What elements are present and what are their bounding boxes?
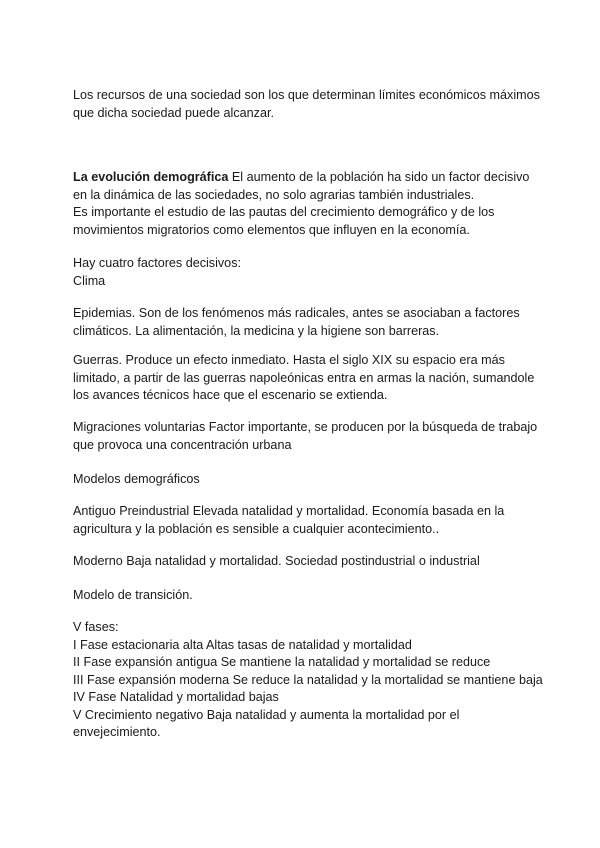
text-line: en la dinámica de las sociedades, no solo agrarias también industriales. (73, 187, 475, 202)
text-line: Los recursos de una sociedad son los que determinan límites económicos máximos (73, 88, 540, 102)
text-line: limitado, a partir de las guerras napoleónicas entra en armas la nación, sumandole (73, 370, 535, 385)
text-line: Hay cuatro factores decisivos: (73, 256, 241, 270)
list-item: III Fase expansión moderna Se reduce la natalidad y la mortalidad se mantiene baja (73, 672, 543, 687)
text-line: El aumento de la población ha sido un factor decisivo (228, 170, 530, 184)
text-line: Moderno Baja natalidad y mortalidad. Sociedad postindustrial o industrial (73, 554, 480, 568)
list-item: envejecimiento. (73, 725, 161, 739)
factores-paragraph (73, 255, 533, 290)
text-line: Migraciones voluntarias Factor importante, se producen por la búsqueda de trabajo (73, 420, 538, 434)
text-line: Modelos demográficos (73, 472, 200, 486)
list-item: II Fase expansión antigua Se mantiene la natalidad y mortalidad se reduce (73, 655, 491, 669)
epidemias-paragraph (73, 305, 533, 340)
intro-paragraph (73, 87, 540, 122)
text-line: Antiguo Preindustrial Elevada natalidad y mortalidad. Economía basada en la (73, 504, 505, 518)
transicion-paragraph (73, 587, 533, 605)
text-line: Guerras. Produce un efecto inmediato. Hasta el siglo XIX su espacio era más (73, 353, 505, 367)
text-line: movimientos migratorios como elementos que influyen en la economía. (73, 222, 470, 237)
text-line: los avances técnicos hace que el escenario se extienda. (73, 388, 388, 402)
list-item: V Crecimiento negativo Baja natalidad y aumenta la mortalidad por el (73, 707, 460, 722)
fases-list (73, 619, 543, 742)
text-line: climáticos. La alimentación, la medicina y la higiene son barreras. (73, 323, 440, 338)
section-heading: La evolución demográfica (73, 170, 229, 184)
moderno-paragraph (73, 553, 533, 571)
text-line: Es importante el estudio de las pautas del crecimiento demográfico y de los (73, 205, 495, 219)
text-line: que provoca una concentración urbana (73, 437, 292, 452)
text-line: agricultura y la población es sensible a cualquier acontecimiento.. (73, 521, 440, 536)
demografia-paragraph (73, 169, 533, 239)
modelos-title (73, 471, 533, 489)
list-item: IV Fase Natalidad y mortalidad bajas (73, 690, 279, 704)
text-line: Modelo de transición. (73, 588, 193, 602)
text-line: Epidemias. Son de los fenómenos más radicales, antes se asociaban a factores (73, 306, 520, 320)
list-item: I Fase estacionaria alta Altas tasas de natalidad y mortalidad (73, 637, 412, 652)
text-line: Clima (73, 273, 106, 288)
list-item: V fases: (73, 620, 119, 634)
guerras-paragraph (73, 352, 533, 405)
antiguo-paragraph (73, 503, 533, 538)
migraciones-paragraph (73, 419, 538, 454)
text-line: que dicha sociedad puede alcanzar. (73, 105, 274, 120)
